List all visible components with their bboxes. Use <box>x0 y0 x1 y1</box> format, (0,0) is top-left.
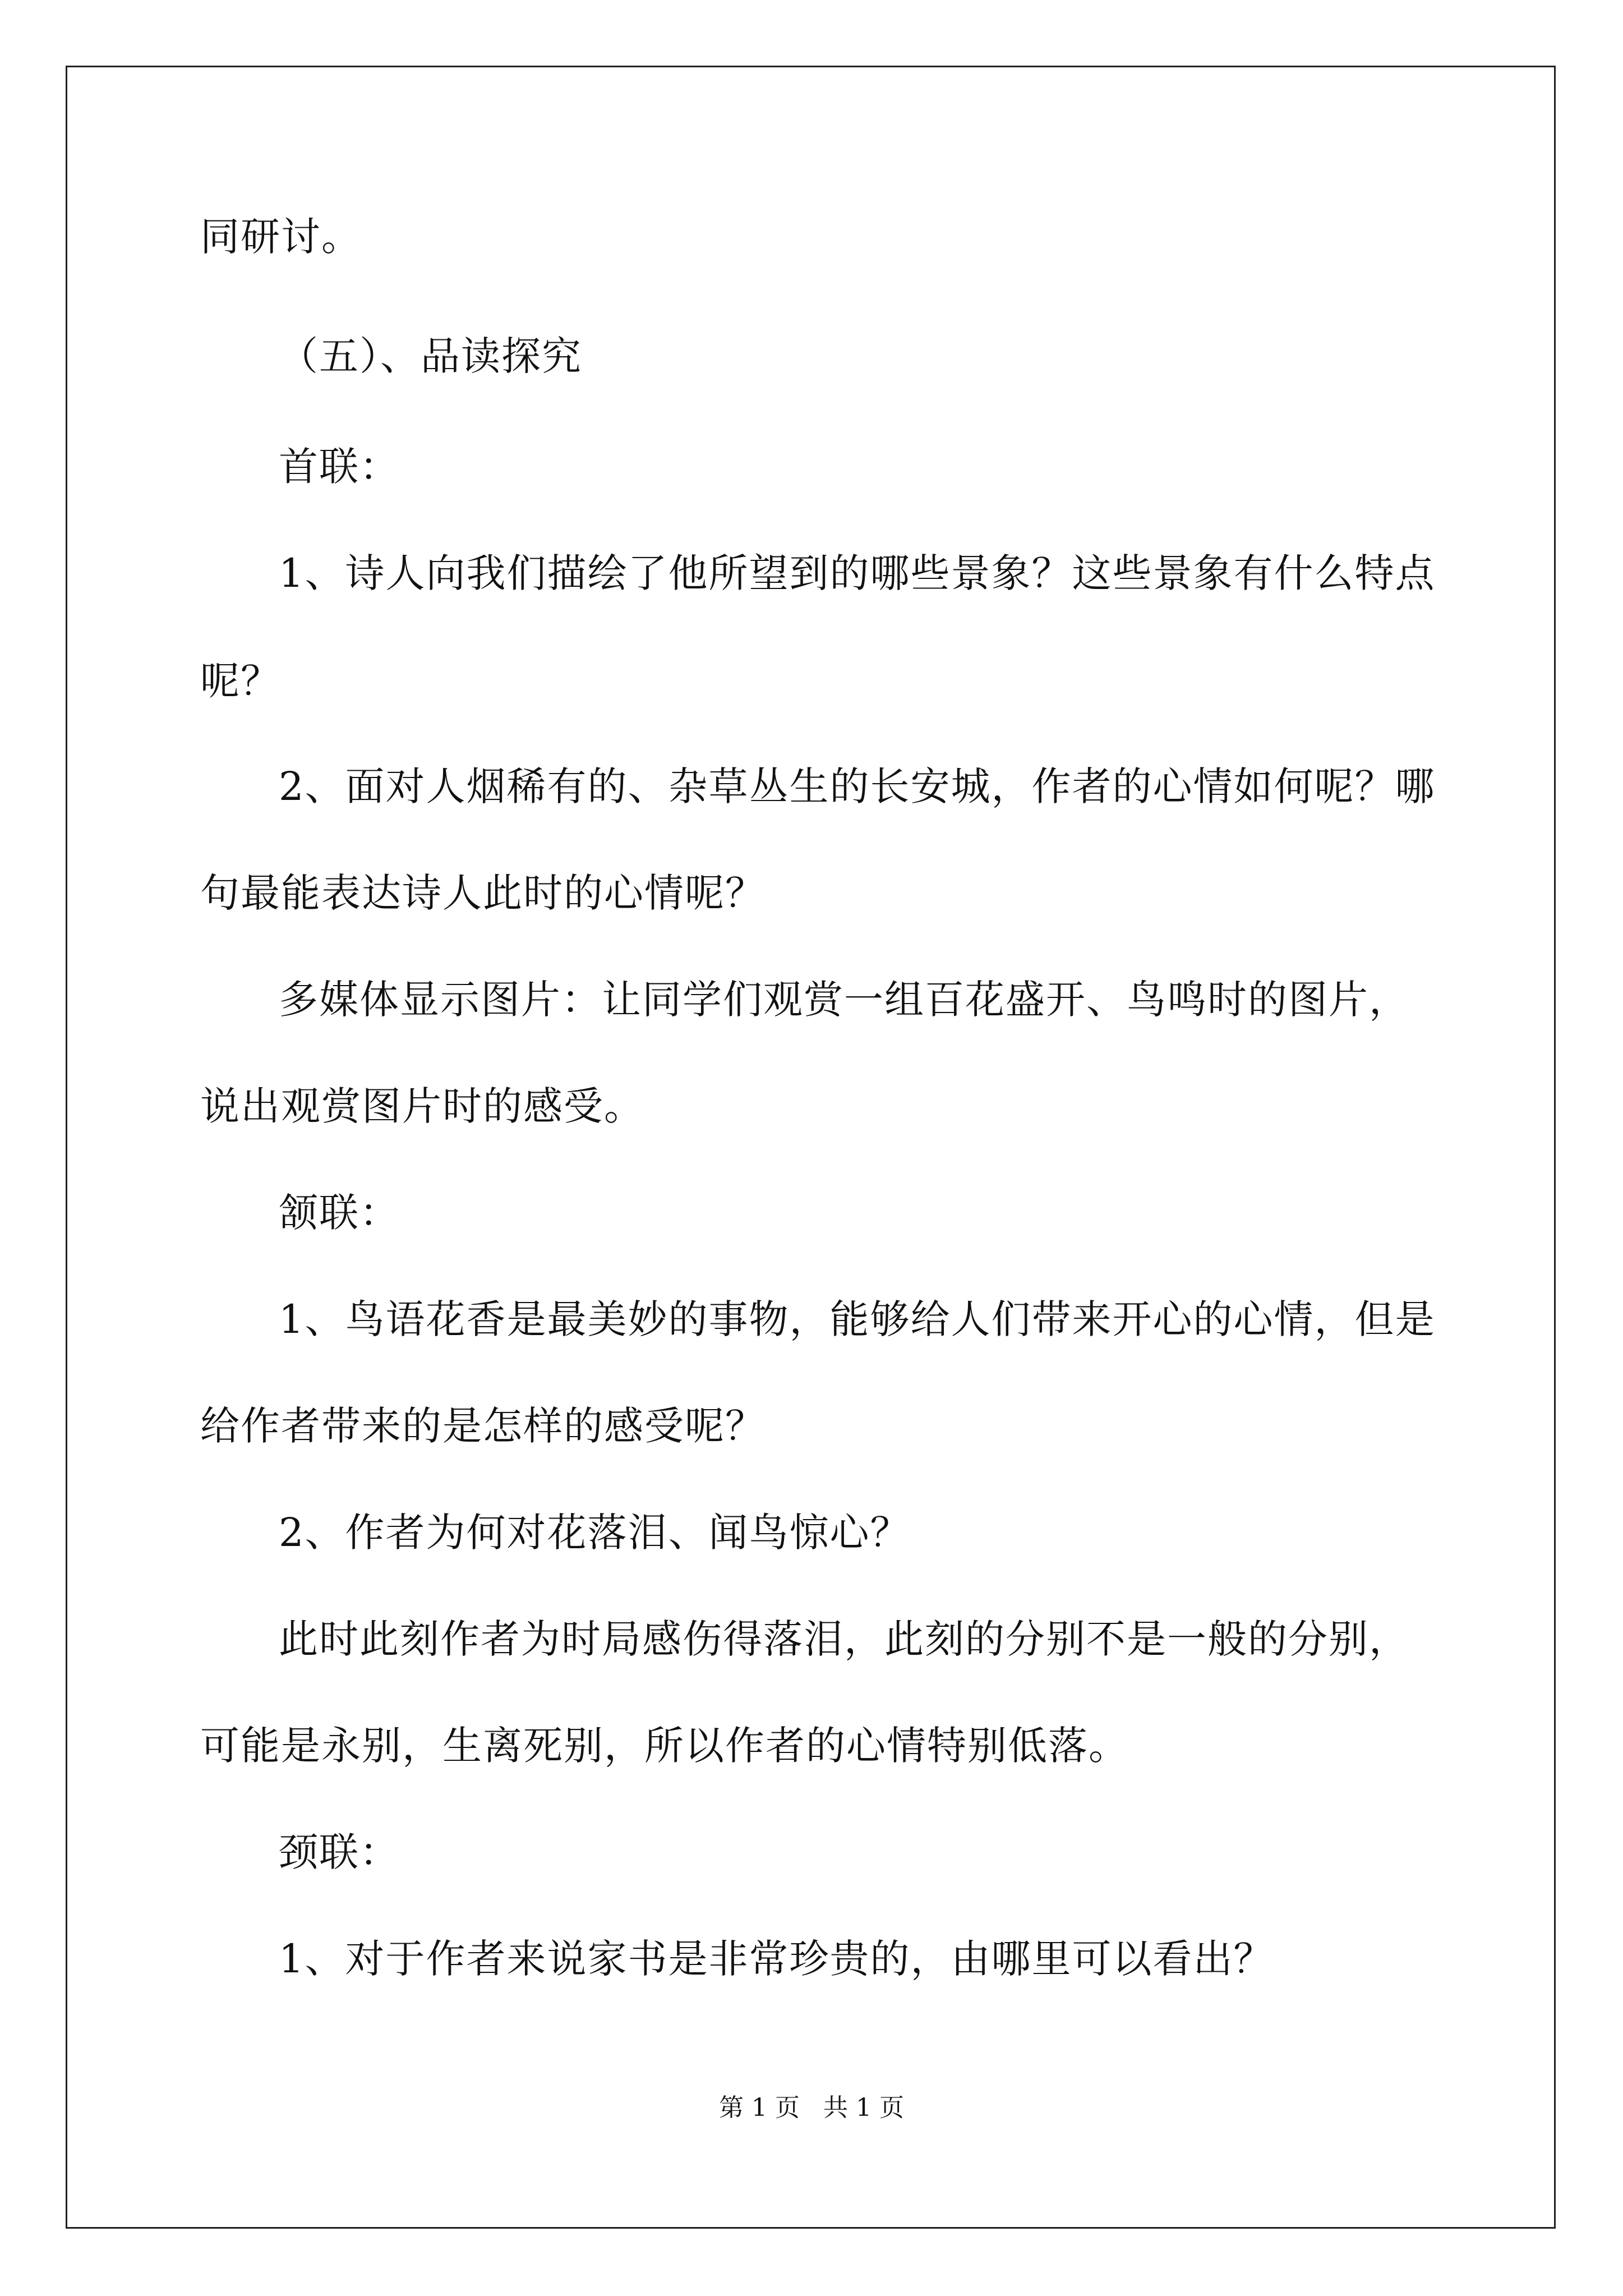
paragraph-line: 1、诗人向我们描绘了他所望到的哪些景象？这些景象有什么特点 <box>279 550 1436 596</box>
paragraph-line: 此时此刻作者为时局感伤得落泪，此刻的分别不是一般的分别， <box>279 1616 1409 1662</box>
paragraph-line: 同研讨。 <box>200 214 362 260</box>
paragraph-line: 呢？ <box>200 658 281 704</box>
paragraph-line: 多媒体显示图片：让同学们观赏一组百花盛开、鸟鸣时的图片， <box>279 977 1409 1023</box>
paragraph-line: 2、作者为何对花落泪、闻鸟惊心？ <box>279 1510 911 1556</box>
subheading-jinglian: 颈联： <box>279 1829 400 1875</box>
page-border <box>66 66 1556 2229</box>
paragraph-line: 给作者带来的是怎样的感受呢？ <box>200 1403 766 1449</box>
paragraph-line: 可能是永别，生离死别，所以作者的心情特别低落。 <box>200 1723 1129 1769</box>
paragraph-line: 说出观赏图片时的感受。 <box>200 1083 644 1129</box>
subheading-hanlian: 颔联： <box>279 1190 400 1236</box>
paragraph-line: 1、鸟语花香是最美妙的事物，能够给人们带来开心的心情，但是 <box>279 1296 1436 1342</box>
paragraph-line: 2、面对人烟稀有的、杂草丛生的长安城，作者的心情如何呢？哪 <box>279 763 1436 809</box>
page-number-footer: 第 1 页 共 1 页 <box>719 2093 904 2122</box>
subheading-shoulian: 首联： <box>279 444 400 490</box>
section-heading: （五）、品读探究 <box>279 333 582 379</box>
paragraph-line: 句最能表达诗人此时的心情呢？ <box>200 870 766 916</box>
paragraph-line: 1、对于作者来说家书是非常珍贵的，由哪里可以看出？ <box>279 1936 1274 1982</box>
